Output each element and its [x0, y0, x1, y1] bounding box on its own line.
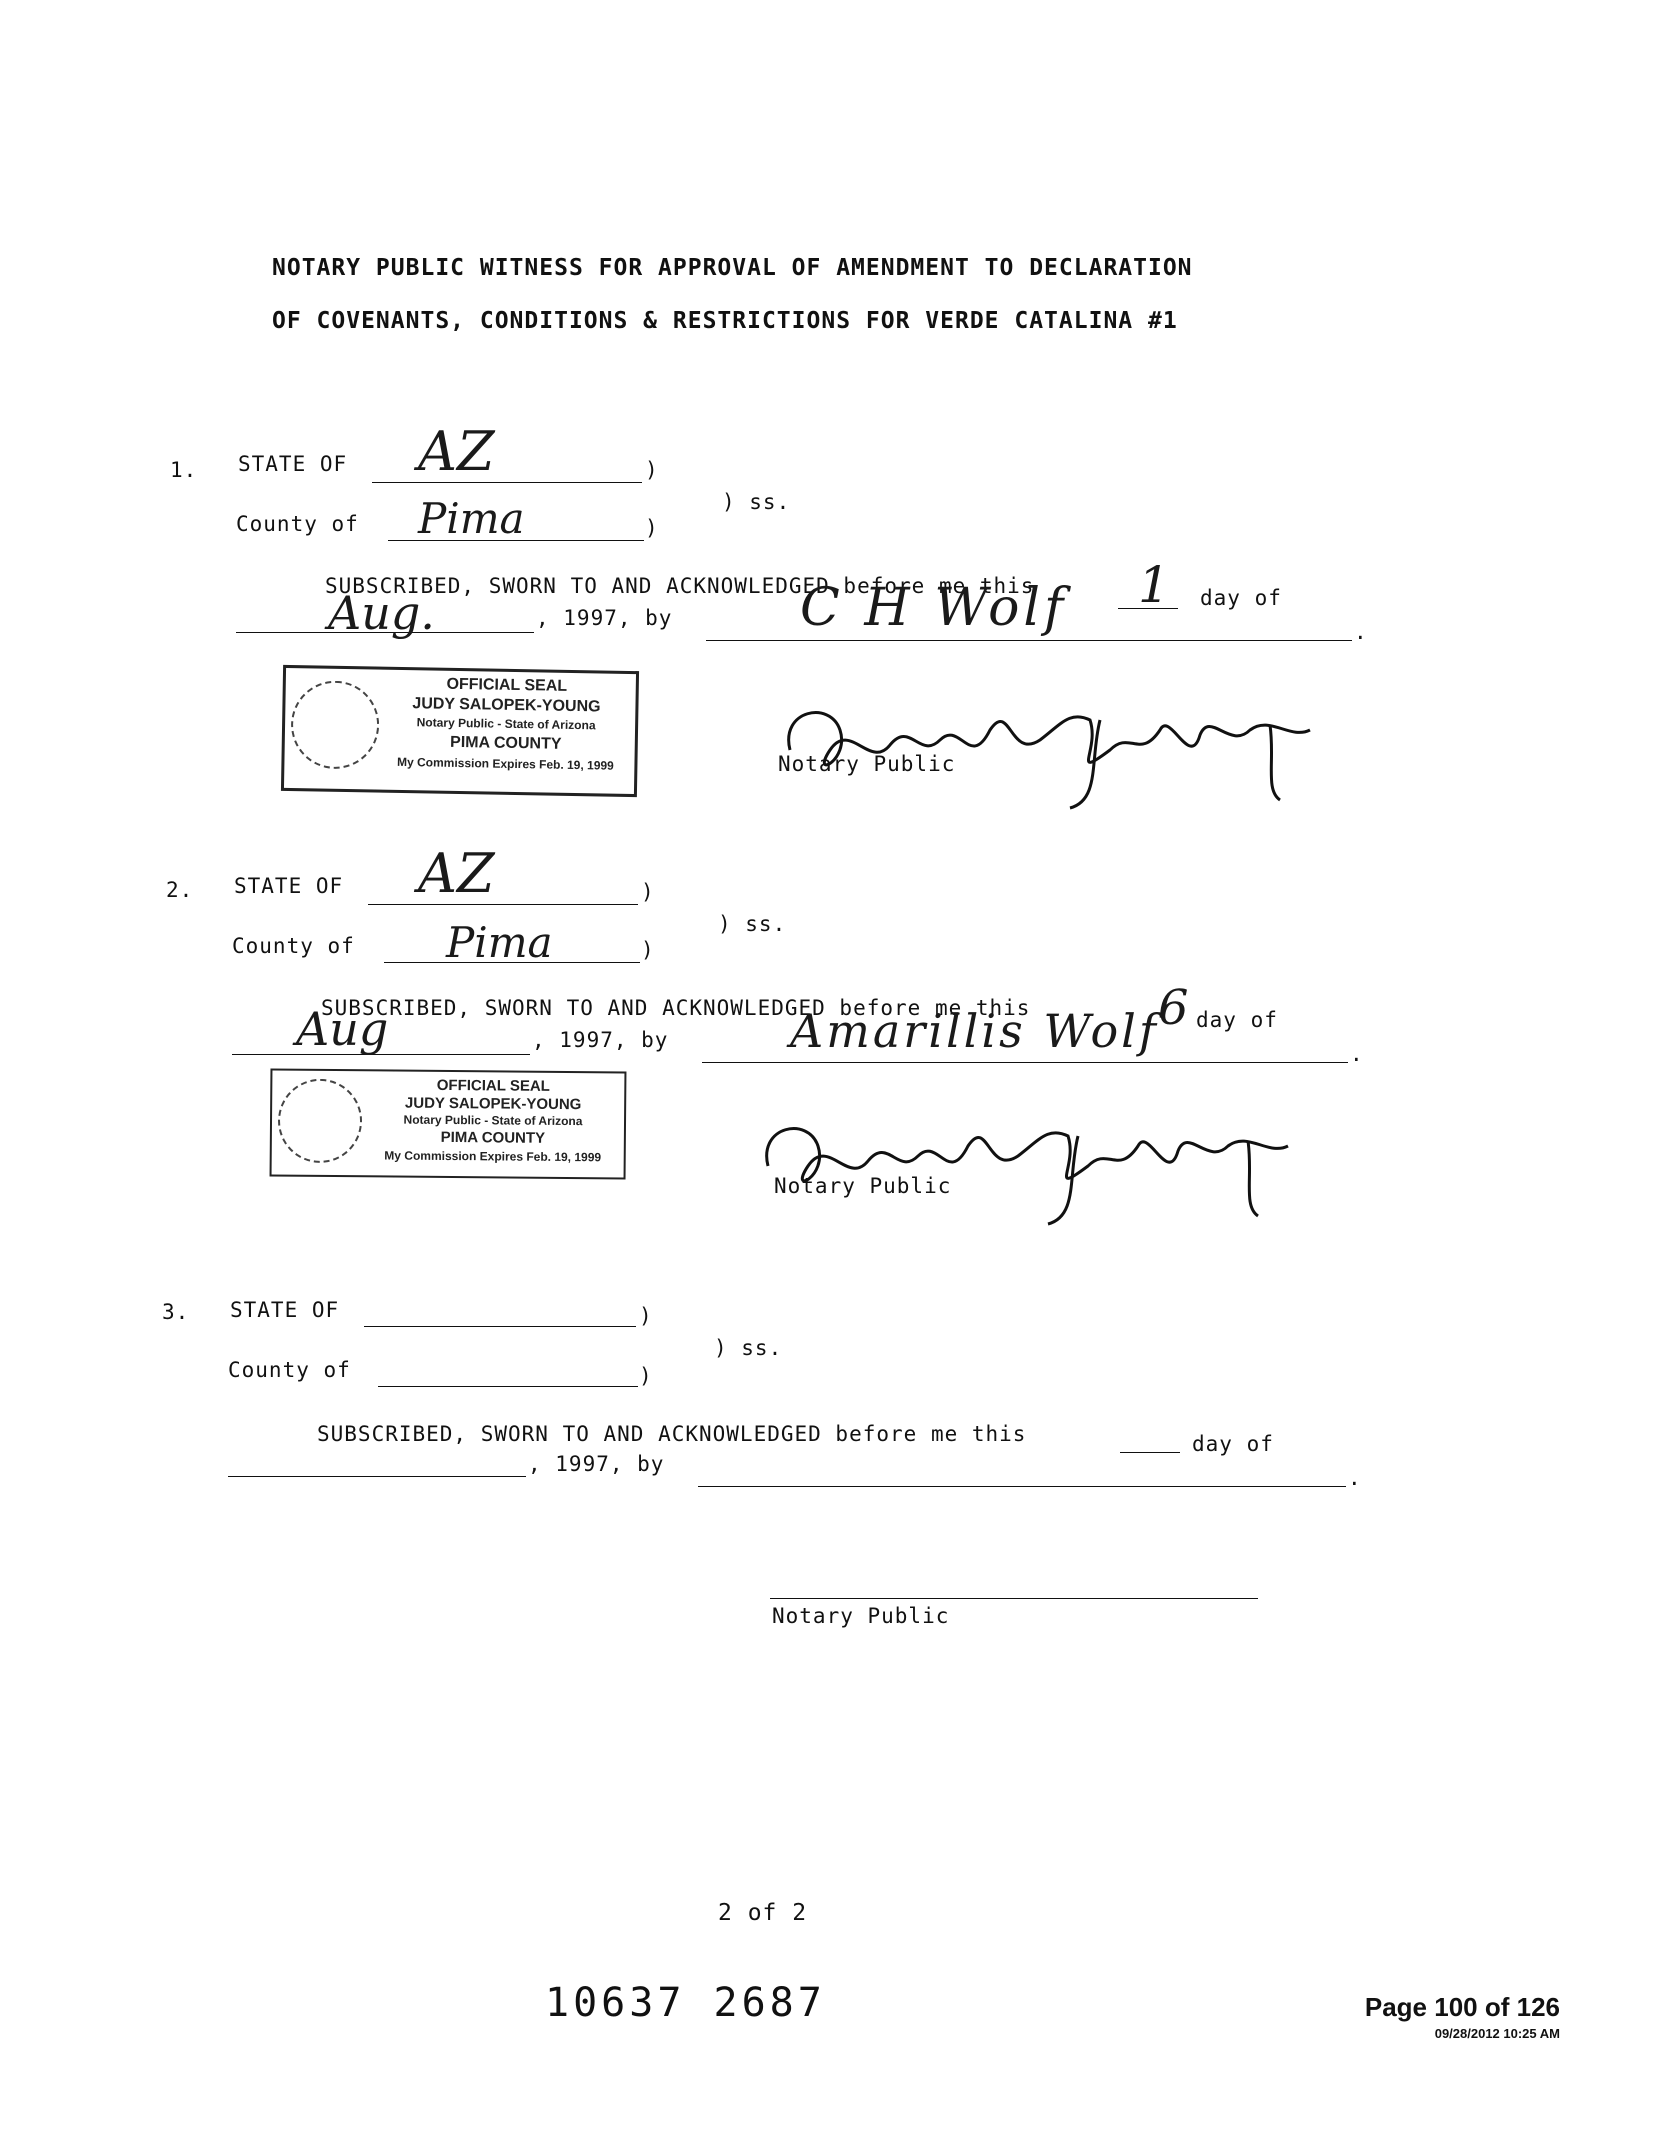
state-paren: ) [641, 880, 655, 904]
notary-signature [748, 1106, 1308, 1226]
county-handwritten: Pima [446, 918, 553, 967]
seal-title: OFFICIAL SEAL [436, 1076, 550, 1095]
subscribed-text: SUBSCRIBED, SWORN TO AND ACKNOWLEDGED before me this [325, 574, 1035, 598]
county-line [378, 1386, 638, 1387]
document-title-line-2: OF COVENANTS, CONDITIONS & RESTRICTIONS FOR VERDE CATALINA #1 [272, 308, 1178, 334]
seal-expiration: My Commission Expires Feb. 19, 1999 [384, 1148, 602, 1165]
official-seal-stamp [270, 1068, 627, 1179]
block-number: 3. [162, 1300, 190, 1324]
seal-state: Notary Public - State of Arizona [416, 715, 596, 733]
state-handwritten: AZ [418, 842, 495, 905]
block-number: 1. [170, 458, 198, 482]
by-handwritten: C H Wolf [800, 578, 1068, 638]
state-label: STATE OF [238, 452, 348, 476]
year-by-label: , 1997, by [532, 1028, 669, 1052]
county-handwritten: Pima [418, 494, 525, 543]
year-by-label: , 1997, by [536, 606, 673, 630]
ss-label: ) ss. [714, 1336, 783, 1360]
notary-signature-line [770, 1598, 1258, 1599]
day-of-label: day of [1200, 586, 1282, 610]
document-title-line-1: NOTARY PUBLIC WITNESS FOR APPROVAL OF AMENDMENT TO DECLARATION [272, 255, 1193, 281]
by-line [706, 640, 1352, 641]
notary-signature [770, 690, 1330, 810]
seal-expiration: My Commission Expires Feb. 19, 1999 [396, 754, 614, 773]
seal-emblem-circle [278, 1079, 363, 1164]
day-line [1120, 1452, 1180, 1453]
recording-number: 10637 2687 [545, 1980, 826, 2026]
county-label: County of [228, 1358, 351, 1382]
state-label: STATE OF [234, 874, 344, 898]
county-paren: ) [639, 1364, 653, 1388]
by-handwritten: Amarillis Wolf [790, 1004, 1159, 1058]
state-paren: ) [639, 1304, 653, 1328]
seal-state: Notary Public - State of Arizona [403, 1112, 583, 1129]
county-label: County of [232, 934, 355, 958]
ss-label: ) ss. [718, 912, 787, 936]
month-handwritten: Aug. [328, 586, 435, 640]
state-label: STATE OF [230, 1298, 340, 1322]
seal-emblem-circle [290, 680, 380, 770]
notary-public-label: Notary Public [774, 1174, 952, 1198]
notary-public-label: Notary Public [772, 1604, 950, 1628]
page-of-label: 2 of 2 [718, 1900, 808, 1926]
ss-label: ) ss. [722, 490, 791, 514]
county-label: County of [236, 512, 359, 536]
day-handwritten: 1 [1138, 556, 1170, 614]
by-line [698, 1486, 1346, 1487]
by-line [702, 1062, 1348, 1063]
subscribed-text: SUBSCRIBED, SWORN TO AND ACKNOWLEDGED before me this [321, 996, 1031, 1020]
month-handwritten: Aug [296, 1002, 389, 1056]
state-handwritten: AZ [418, 420, 495, 483]
day-handwritten: 6 [1158, 980, 1189, 1036]
month-line [228, 1476, 526, 1477]
period: . [1350, 1042, 1364, 1066]
county-paren: ) [641, 938, 655, 962]
block-number: 2. [166, 878, 194, 902]
seal-county: PIMA COUNTY [449, 733, 562, 753]
state-paren: ) [645, 458, 659, 482]
seal-county: PIMA COUNTY [440, 1128, 546, 1147]
period: . [1348, 1466, 1362, 1490]
state-line [368, 904, 638, 905]
day-of-label: day of [1196, 1008, 1278, 1032]
state-line [372, 482, 642, 483]
page-counter: Page 100 of 126 [1364, 1992, 1560, 2022]
print-timestamp: 09/28/2012 10:25 AM [1434, 2026, 1560, 2041]
county-paren: ) [645, 516, 659, 540]
official-seal-stamp [281, 665, 639, 797]
day-of-label: day of [1192, 1432, 1274, 1456]
period: . [1354, 620, 1368, 644]
subscribed-text: SUBSCRIBED, SWORN TO AND ACKNOWLEDGED before me this [317, 1422, 1027, 1446]
seal-title: OFFICIAL SEAL [446, 675, 568, 695]
seal-name: JUDY SALOPEK-YOUNG [412, 695, 601, 716]
notary-public-label: Notary Public [778, 752, 956, 776]
state-line [364, 1326, 636, 1327]
seal-name: JUDY SALOPEK-YOUNG [404, 1094, 582, 1114]
year-by-label: , 1997, by [528, 1452, 665, 1476]
